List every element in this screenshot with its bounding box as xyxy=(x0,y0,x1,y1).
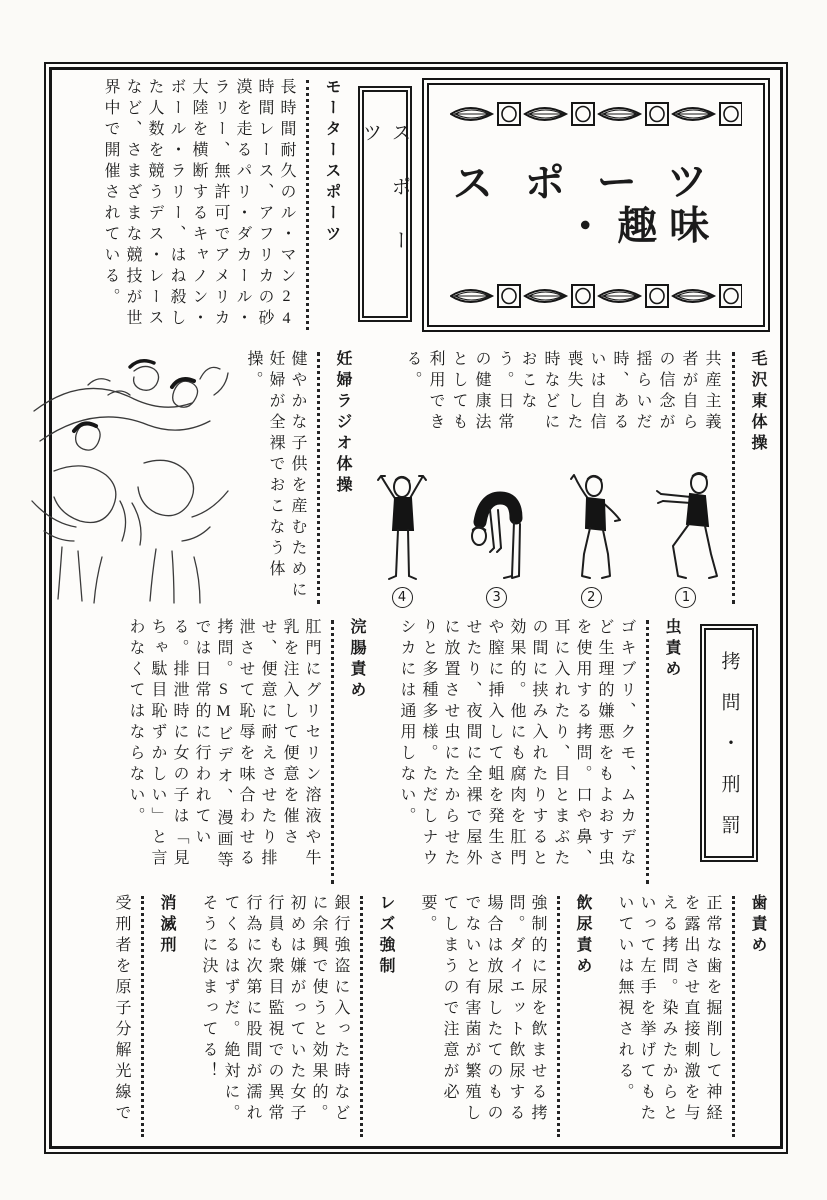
exercise-pose-4-illustration xyxy=(369,470,435,582)
article-urine-torture-body: 強制的に尿を飲ませる拷問。ダイエット飲尿する場合は放尿したてのものでないと有害菌が繁殖してしまうので注意が必要。 xyxy=(419,894,546,1125)
exercise-figure-3 xyxy=(464,470,530,608)
ornament-strip-top xyxy=(450,101,742,127)
article-urine-torture xyxy=(416,894,595,1142)
article-enema-torture-body: 肛門にグリセリン溶液や牛乳を注入して便意を催させ、便意に耐えさせたり排泄させて恥辱を味合わせる拷問。SMビデオ、漫画等では日常的に行われている。排泄時に女の子は「見ちゃ駄目恥ずかしい」と言わなくてはならない。 xyxy=(127,618,320,872)
article-tooth-torture xyxy=(613,894,770,1142)
article-pregnant-radio-exercise xyxy=(242,350,355,610)
dotted-rule xyxy=(360,896,363,1137)
dotted-rule xyxy=(141,896,144,1137)
article-tooth-torture-title: 歯責め xyxy=(749,894,766,957)
dotted-rule xyxy=(557,896,560,1137)
article-forced-lesbian-title: レズ強制 xyxy=(377,894,394,978)
ornament-strip-bottom xyxy=(450,283,742,309)
pregnant-exercise-illustration xyxy=(24,350,236,610)
article-insect-torture xyxy=(395,618,684,890)
dotted-rule xyxy=(732,896,735,1137)
figure-number-badge: 3 xyxy=(486,587,507,608)
page-title-line2: ・趣味 xyxy=(564,202,722,251)
sports-category-label: スポーツ xyxy=(359,122,410,284)
article-motorsports xyxy=(99,78,344,336)
figure-number-badge: 2 xyxy=(581,587,602,608)
section-exercises xyxy=(60,350,770,610)
article-urine-torture-title: 飲尿責め xyxy=(574,894,591,978)
article-annihilation-punishment xyxy=(110,894,179,1142)
sports-category-label-box-inner xyxy=(359,90,410,318)
torture-category-label-box xyxy=(700,624,758,862)
figure-number-badge: 4 xyxy=(392,587,413,608)
page-title xyxy=(441,159,752,250)
exercise-figure-4 xyxy=(369,470,435,608)
exercise-figure-1 xyxy=(653,470,719,608)
article-mao-exercise xyxy=(369,350,770,610)
article-annihilation-punishment-title: 消滅刑 xyxy=(158,894,175,957)
article-motorsports-title: モータースポーツ xyxy=(323,78,340,246)
article-enema-torture xyxy=(124,618,369,890)
article-forced-lesbian xyxy=(197,894,398,1142)
sports-hobby-title-box-inner xyxy=(427,83,765,327)
dotted-rule xyxy=(732,352,735,604)
article-forced-lesbian-body: 銀行強盗に入った時などに余興で使うと効果的。初めは嫌がっていた女子行員も衆目監視での異常行為に次第に股間が濡れてくるはずだ。絶対に。そうに決まってる！ xyxy=(200,894,349,1125)
sports-hobby-title-box xyxy=(422,78,770,332)
dotted-rule xyxy=(317,352,320,604)
article-mao-exercise-body: 共産主義者が自らの信念が揺らいだ時、あるいは自信喪失した時などにおこなう。日常の健康法としても利用できる。 xyxy=(404,350,720,434)
exercise-pose-1-illustration xyxy=(653,470,719,582)
section-punishments xyxy=(60,894,770,1142)
section-sports xyxy=(60,78,770,336)
article-annihilation-punishment-body: 受刑者を原子分解光線で xyxy=(113,894,130,1125)
article-mao-exercise-title: 毛沢東体操 xyxy=(749,350,766,455)
torture-category-label-box-inner xyxy=(704,628,754,858)
page-frame-inner xyxy=(49,67,783,1149)
article-pregnant-radio-exercise-title: 妊婦ラジオ体操 xyxy=(334,350,351,497)
torture-category-label: 拷問・刑罰 xyxy=(718,650,740,856)
exercise-pose-2-illustration xyxy=(558,470,624,582)
dotted-rule xyxy=(646,620,649,884)
article-mao-exercise-content xyxy=(369,350,723,610)
article-enema-torture-title: 浣腸責め xyxy=(348,618,365,702)
page-title-line1: スポーツ xyxy=(452,158,740,208)
section-torture xyxy=(60,618,770,890)
dotted-rule xyxy=(306,80,309,330)
article-insect-torture-body: ゴキブリ、クモ、ムカデなど生理的嫌悪をもよおす虫を使用する拷問。口や鼻、耳に入れたり、目とまぶたの間に挟み入れたりすると効果的。他にも腐肉を肛門や膣に挿入して蛆を発生させたり、夜間に全裸で屋外に放置させ虫にたからせたりと多種多様。ただしナウシカには通用しない。 xyxy=(398,618,635,870)
exercise-pose-3-illustration xyxy=(464,470,530,582)
article-motorsports-body: 長時間耐久のル・マン24時間レース、アフリカの砂漠を走るパリ・ダカール・ラリー、無許可でアメリカ大陸を横断するキャノン・ボール・ラリー、はね殺した人数を競うデス・レースなど、さまざまな競技が世界中で開催されている。 xyxy=(102,78,295,332)
page-frame xyxy=(44,62,788,1154)
article-pregnant-radio-exercise-body: 健やかな子供を産むために妊婦が全裸でおこなう体操。 xyxy=(245,350,306,602)
article-insect-torture-title: 虫責め xyxy=(663,618,680,681)
figure-number-badge: 1 xyxy=(675,587,696,608)
exercise-figure-2 xyxy=(558,470,624,608)
sports-category-label-box xyxy=(358,86,412,322)
article-tooth-torture-body: 正常な歯を掘削して神経を露出させ直接刺激を与える拷問。染みたからといって左手を挙げてもたいていは無視される。 xyxy=(616,894,721,1125)
dotted-rule xyxy=(331,620,334,884)
exercise-figures-row xyxy=(369,450,723,610)
